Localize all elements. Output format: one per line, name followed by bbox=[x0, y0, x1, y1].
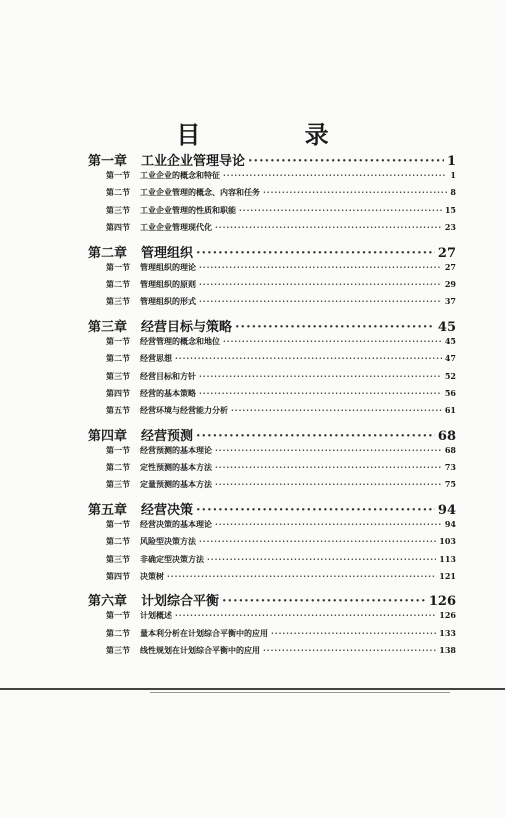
toc-section-row[interactable] bbox=[88, 353, 456, 370]
section-title: 工业企业管理的性质和职能 bbox=[140, 204, 236, 215]
page-number: 68 bbox=[437, 428, 456, 444]
dot-leader bbox=[215, 445, 442, 455]
toc-section-row[interactable] bbox=[88, 205, 456, 222]
page-number: 45 bbox=[444, 335, 456, 346]
dot-leader bbox=[199, 371, 442, 381]
page-number: 138 bbox=[439, 645, 456, 656]
dot-leader bbox=[199, 296, 442, 306]
dot-leader bbox=[196, 429, 435, 444]
page-number: 1 bbox=[450, 170, 456, 180]
page-number: 27 bbox=[444, 261, 456, 272]
page-number: 133 bbox=[439, 627, 456, 638]
page-number: 121 bbox=[439, 571, 456, 582]
section-number: 第四节 bbox=[106, 387, 130, 398]
toc-section-row[interactable] bbox=[88, 462, 456, 479]
section-title: 计划概述 bbox=[140, 610, 172, 621]
section-number: 第三节 bbox=[106, 553, 130, 564]
dot-leader bbox=[263, 187, 447, 197]
page-number: 68 bbox=[444, 444, 456, 455]
toc-section-row[interactable] bbox=[88, 170, 456, 187]
page-title: 目 录 bbox=[176, 120, 377, 149]
chapter-number: 第四章 bbox=[88, 428, 128, 444]
section-number: 第二节 bbox=[106, 187, 130, 198]
dot-leader bbox=[196, 503, 435, 518]
toc-section-row[interactable] bbox=[88, 296, 456, 313]
section-number: 第三节 bbox=[106, 479, 130, 490]
toc-chapter-row[interactable] bbox=[88, 590, 456, 610]
page-number: 29 bbox=[444, 278, 456, 289]
section-title: 管理组织的理论 bbox=[140, 261, 196, 272]
page-number: 126 bbox=[428, 594, 456, 610]
page-number: 23 bbox=[444, 222, 456, 233]
section-number: 第三节 bbox=[106, 296, 130, 307]
dot-leader bbox=[199, 279, 442, 289]
chapter-title: 管理组织 bbox=[141, 245, 194, 261]
section-number: 第二节 bbox=[106, 353, 130, 364]
page-number: 94 bbox=[444, 518, 456, 529]
toc-section-row[interactable] bbox=[88, 388, 456, 405]
dot-leader bbox=[199, 262, 442, 272]
page-number: 113 bbox=[439, 553, 456, 564]
toc-section-row[interactable] bbox=[88, 571, 456, 588]
toc-section-row[interactable] bbox=[88, 222, 456, 239]
section-title: 非确定型决策方法 bbox=[140, 553, 204, 564]
dot-leader bbox=[235, 320, 435, 335]
chapter-number: 第三章 bbox=[88, 319, 128, 335]
toc-section-row[interactable] bbox=[88, 519, 456, 536]
section-title: 经营决策的基本理论 bbox=[140, 518, 212, 529]
section-number: 第四节 bbox=[106, 222, 130, 233]
toc-section-row[interactable] bbox=[88, 371, 456, 388]
section-number: 第一节 bbox=[106, 170, 130, 180]
dot-leader bbox=[199, 388, 442, 398]
toc-section-row[interactable] bbox=[88, 262, 456, 279]
page-number: 37 bbox=[444, 296, 456, 307]
page-number: 126 bbox=[439, 610, 456, 621]
section-number: 第二节 bbox=[106, 627, 130, 638]
dot-leader bbox=[223, 336, 442, 346]
bottom-rule-secondary bbox=[150, 692, 450, 693]
page-number: 61 bbox=[444, 405, 456, 416]
chapter-number: 第五章 bbox=[88, 502, 128, 518]
chapter-number: 第一章 bbox=[88, 154, 128, 169]
section-title: 工业企业管理现代化 bbox=[140, 222, 212, 233]
toc-section-row[interactable] bbox=[88, 336, 456, 353]
section-title: 定量预测的基本方法 bbox=[140, 479, 212, 490]
chapter-title: 经营决策 bbox=[141, 502, 194, 518]
dot-leader bbox=[215, 519, 442, 529]
dot-leader bbox=[175, 610, 436, 620]
section-title: 线性规划在计划综合平衡中的应用 bbox=[140, 645, 260, 656]
section-number: 第一节 bbox=[106, 610, 130, 621]
toc-chapter-row[interactable] bbox=[88, 425, 456, 445]
page-number: 45 bbox=[437, 319, 456, 335]
chapter-title: 经营预测 bbox=[141, 428, 194, 444]
page-number: 27 bbox=[437, 245, 456, 261]
section-title: 风险型决策方法 bbox=[140, 536, 196, 547]
section-number: 第一节 bbox=[106, 444, 130, 455]
toc-chapter-row[interactable] bbox=[88, 242, 456, 262]
section-title: 决策树 bbox=[140, 571, 164, 582]
chapter-title: 经营目标与策略 bbox=[141, 319, 233, 335]
page-number: 73 bbox=[444, 462, 456, 473]
section-number: 第三节 bbox=[106, 645, 130, 656]
section-title: 管理组织的原则 bbox=[140, 278, 196, 289]
toc-section-row[interactable] bbox=[88, 554, 456, 571]
section-title: 经营目标和方针 bbox=[140, 370, 196, 381]
chapter-number: 第六章 bbox=[88, 594, 128, 610]
toc-section-row[interactable] bbox=[88, 445, 456, 462]
section-number: 第一节 bbox=[106, 518, 130, 529]
section-title: 经营思想 bbox=[140, 353, 172, 364]
section-title: 经营预测的基本理论 bbox=[140, 444, 212, 455]
dot-leader bbox=[215, 222, 442, 232]
section-number: 第五节 bbox=[106, 405, 130, 416]
section-number: 第三节 bbox=[106, 370, 130, 381]
toc-section-row[interactable] bbox=[88, 405, 456, 422]
section-number: 第二节 bbox=[106, 278, 130, 289]
dot-leader bbox=[263, 645, 436, 655]
page-number: 56 bbox=[444, 387, 456, 398]
toc-section-row[interactable] bbox=[88, 187, 456, 204]
section-number: 第一节 bbox=[106, 261, 130, 272]
bottom-rule bbox=[0, 688, 505, 690]
toc-section-row[interactable] bbox=[88, 279, 456, 296]
dot-leader bbox=[239, 205, 442, 215]
dot-leader bbox=[231, 405, 442, 415]
dot-leader bbox=[248, 154, 444, 169]
section-title: 定性预测的基本方法 bbox=[140, 462, 212, 473]
section-title: 经营的基本策略 bbox=[140, 387, 196, 398]
toc-section-row[interactable] bbox=[88, 536, 456, 553]
chapter-title: 工业企业管理导论 bbox=[141, 154, 246, 169]
section-title: 经营管理的概念和地位 bbox=[140, 335, 220, 346]
toc-chapter-row[interactable] bbox=[88, 316, 456, 336]
dot-leader bbox=[271, 628, 436, 638]
page-number: 1 bbox=[446, 154, 456, 169]
section-title: 工业企业管理的概念、内容和任务 bbox=[140, 187, 260, 198]
section-title: 量本利分析在计划综合平衡中的应用 bbox=[140, 627, 268, 638]
table-of-contents bbox=[88, 148, 456, 663]
page-number: 103 bbox=[439, 536, 456, 547]
dot-leader bbox=[196, 246, 435, 261]
toc-section-row[interactable] bbox=[88, 610, 456, 627]
toc-section-row[interactable] bbox=[88, 479, 456, 496]
toc-section-row[interactable] bbox=[88, 645, 456, 662]
section-number: 第二节 bbox=[106, 536, 130, 547]
toc-chapter-row[interactable] bbox=[88, 499, 456, 519]
section-number: 第四节 bbox=[106, 571, 130, 582]
dot-leader bbox=[199, 536, 436, 546]
page-number: 15 bbox=[444, 204, 456, 215]
page-number: 52 bbox=[444, 370, 456, 381]
dot-leader bbox=[215, 462, 442, 472]
dot-leader bbox=[175, 353, 442, 363]
toc-section-row[interactable] bbox=[88, 628, 456, 645]
dot-leader bbox=[215, 479, 442, 489]
dot-leader bbox=[223, 170, 447, 180]
dot-leader bbox=[222, 594, 426, 609]
section-title: 工业企业的概念和特征 bbox=[140, 170, 220, 180]
chapter-title: 计划综合平衡 bbox=[141, 594, 220, 610]
section-title: 管理组织的形式 bbox=[140, 296, 196, 307]
dot-leader bbox=[167, 571, 436, 581]
section-title: 经营环境与经营能力分析 bbox=[140, 405, 228, 416]
dot-leader bbox=[207, 554, 436, 564]
page-number: 8 bbox=[450, 187, 456, 198]
section-number: 第一节 bbox=[106, 335, 130, 346]
page-number: 75 bbox=[444, 479, 456, 490]
section-number: 第三节 bbox=[106, 204, 130, 215]
page-number: 94 bbox=[437, 502, 456, 518]
toc-chapter-row[interactable] bbox=[88, 150, 456, 170]
page-number: 47 bbox=[444, 353, 456, 364]
chapter-number: 第二章 bbox=[88, 245, 128, 261]
section-number: 第二节 bbox=[106, 462, 130, 473]
